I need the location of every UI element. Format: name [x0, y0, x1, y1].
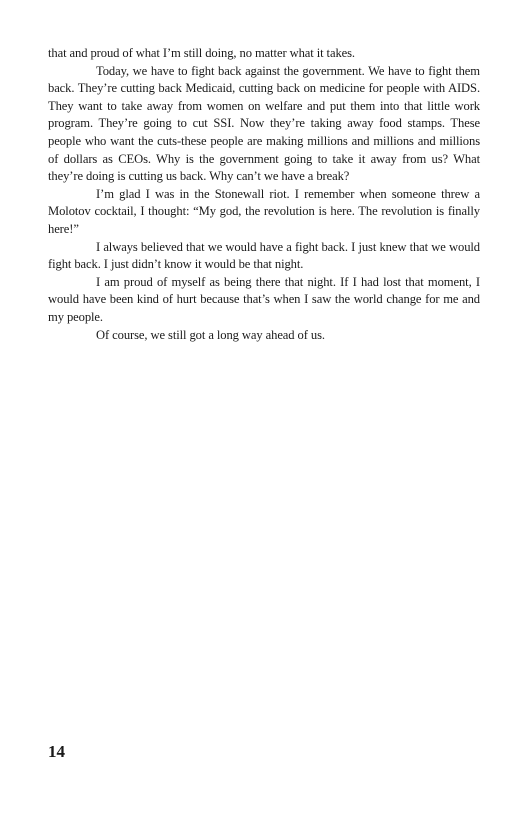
paragraph-fight-back-government: Today, we have to fight back against the government. We have to fight them back. They’re cutting back Medicaid, cutting back on medicine for people with AIDS. They want to take away from women on welfare and put them into that little work program. They’re going to cut SSI. Now they’re taking away food stamps. These people who want the cuts-these people are making millions and millions and millions of dollars as CEOs. Why is the government going to take it away from us? What they’re doing is cutting us back. Why can’t we have a break? [48, 63, 480, 184]
page-body-text [48, 45, 480, 344]
paragraph-believed-fight-back: I always believed that we would have a fight back. I just knew that we would fight back. I just didn’t know it would be that night. [48, 239, 480, 272]
paragraph-long-way-ahead: Of course, we still got a long way ahead of us. [96, 327, 325, 342]
page-number: 14 [48, 742, 65, 761]
paragraph-proud-of-myself: I am proud of myself as being there that night. If I had lost that moment, I would have been kind of hurt because that’s when I saw the world change for me and my people. [48, 274, 480, 324]
paragraph-continuation: that and proud of what I’m still doing, no matter what it takes. [48, 46, 355, 60]
paragraph-stonewall-riot: I’m glad I was in the Stonewall riot. I remember when someone threw a Molotov cocktail, I thought: “My god, the revolution is here. The revolution is finally here!” [48, 186, 480, 236]
